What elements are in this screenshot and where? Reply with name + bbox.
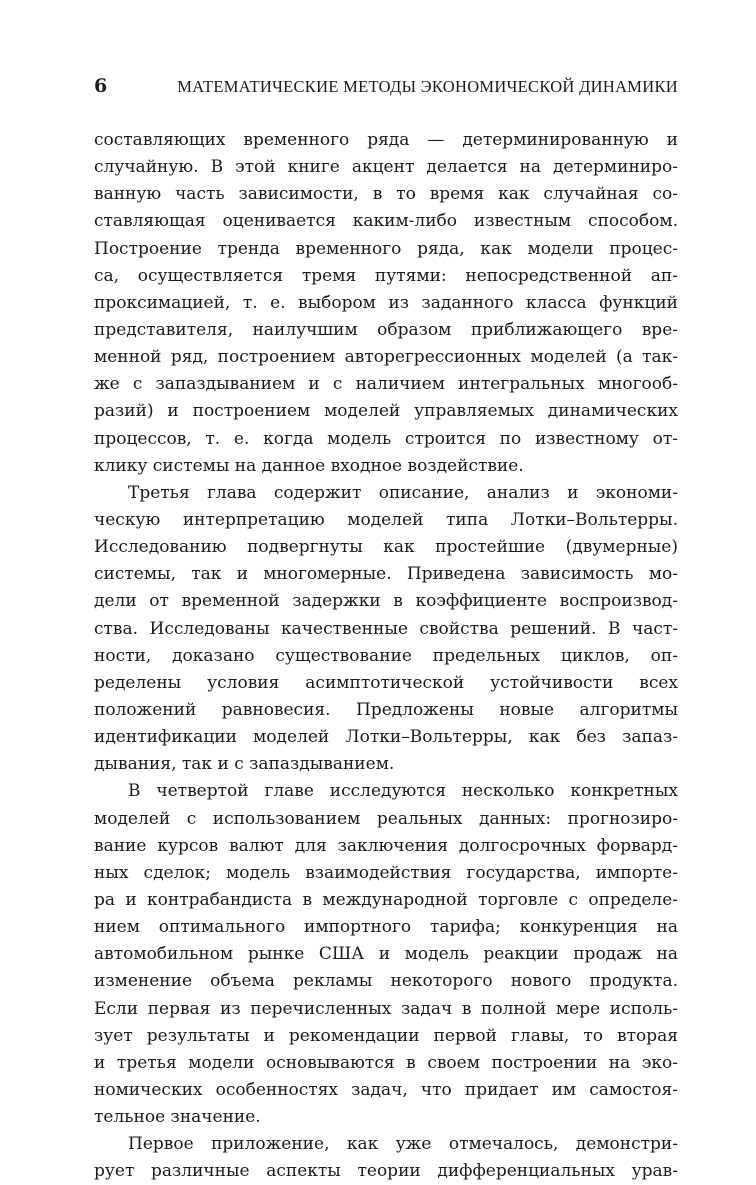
text-line: са, осуществляется тремя путями: непосредственной ап- — [94, 265, 678, 286]
text-line: вание курсов валют для заключения долгосрочных форвард- — [94, 835, 678, 856]
text-line: Построение тренда временного ряда, как модели процес- — [94, 238, 678, 259]
text-line: ставляющая оценивается каким-либо известным способом. — [94, 211, 678, 232]
running-title: МАТЕМАТИЧЕСКИЕ МЕТОДЫ ЭКОНОМИЧЕСКОЙ ДИНАМИКИ — [177, 77, 678, 96]
text-line: автомобильном рынке США и модель реакции продаж на — [94, 944, 678, 965]
text-line: тельное значение. — [94, 1107, 261, 1128]
text-line: нием оптимального импортного тарифа; конкуренция на — [94, 917, 678, 938]
text-line: Исследованию подвергнуты как простейшие (двумерные) — [94, 537, 678, 558]
text-line: проксимацией, т. е. выбором из заданного класса функций — [94, 292, 678, 313]
text-line: изменение объема рекламы некоторого нового продукта. — [94, 971, 678, 992]
text-line: менной ряд, построением авторегрессионных моделей (а так- — [94, 347, 678, 368]
body-text — [94, 127, 678, 1185]
text-line: зует результаты и рекомендации первой главы, то вторая — [94, 1025, 678, 1046]
text-line: Третья глава содержит описание, анализ и экономи- — [128, 482, 678, 503]
text-line: клику системы на данное входное воздействие. — [94, 455, 524, 476]
text-line: ства. Исследованы качественные свойства решений. В част- — [94, 618, 678, 639]
text-line: ванную часть зависимости, в то время как случайная со- — [94, 184, 678, 205]
text-line: ческую интерпретацию моделей типа Лотки–Вольтерры. — [94, 509, 678, 530]
text-line: ределены условия асимптотической устойчивости всех — [94, 672, 678, 693]
text-line: В четвертой главе исследуются несколько конкретных — [128, 781, 678, 802]
text-line: ра и контрабандиста в международной торговле с определе- — [94, 889, 678, 910]
paragraph-4 — [94, 1131, 678, 1185]
text-line: ных сделок; модель взаимодействия государства, импорте- — [94, 862, 678, 883]
text-line: Если первая из перечисленных задач в полной мере исполь- — [94, 998, 678, 1019]
text-line: идентификации моделей Лотки–Вольтерры, как без запаз- — [94, 727, 678, 748]
text-line: дывания, так и с запаздыванием. — [94, 754, 395, 775]
running-head — [94, 75, 678, 99]
text-line: представителя, наилучшим образом приближающего вре- — [94, 319, 678, 340]
text-line: и третья модели основываются в своем построении на эко- — [94, 1052, 678, 1073]
text-line: ности, доказано существование предельных циклов, оп- — [94, 645, 678, 666]
page-number: 6 — [94, 75, 108, 97]
text-line: положений равновесия. Предложены новые алгоритмы — [94, 699, 678, 720]
paragraph-1 — [94, 127, 678, 480]
text-line: моделей с использованием реальных данных: прогнозиро- — [94, 808, 678, 829]
text-line: процессов, т. е. когда модель строится по известному от- — [94, 428, 678, 449]
text-line: составляющих временного ряда — детерминированную и — [94, 130, 678, 150]
text-line: рует различные аспекты теории дифференциальных урав- — [94, 1161, 678, 1182]
text-line: разий) и построением моделей управляемых динамических — [94, 401, 678, 422]
text-line: дели от временной задержки в коэффициенте воспроизвод- — [94, 591, 678, 612]
paragraph-3 — [94, 778, 678, 1131]
text-line: же с запаздыванием и с наличием интегральных многооб- — [94, 374, 678, 395]
text-line: случайную. В этой книге акцент делается на детерминиро- — [94, 157, 678, 178]
text-line: системы, так и многомерные. Приведена зависимость мо- — [94, 564, 678, 585]
paragraph-2 — [94, 480, 678, 779]
text-line: номических особенностях задач, что придает им самостоя- — [94, 1079, 678, 1100]
text-line: Первое приложение, как уже отмечалось, демонстри- — [128, 1134, 678, 1155]
